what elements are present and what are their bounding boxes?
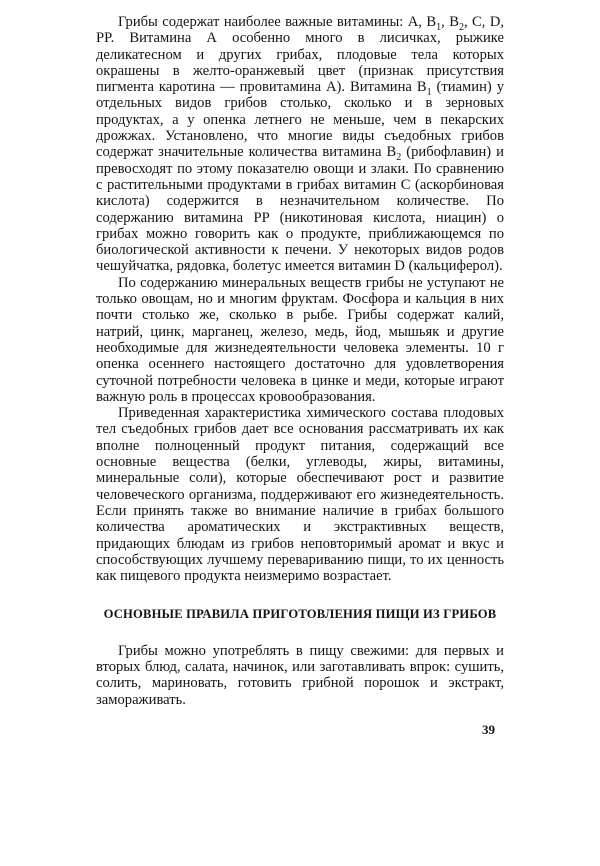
vitamin-subscript: 1 — [436, 21, 442, 33]
text-block — [96, 14, 504, 708]
page-number: 39 — [482, 722, 495, 737]
paragraph-vitamins — [96, 14, 504, 275]
section-heading: ОСНОВНЫЕ ПРАВИЛА ПРИГОТОВЛЕНИЯ ПИЩИ ИЗ ГРИБОВ — [103, 607, 497, 622]
text-run: , В — [441, 14, 459, 30]
vitamin-subscript: 1 — [426, 87, 432, 99]
text-run: По содержанию минеральных веществ грибы не уступают не только овощам, но и многим фруктам. Фосфора и кальция в них почти столько же, сколько в рыбе. Грибы содержат калий, натрий, цинк, марганец, железо, медь, йод, мышьяк и другие необходимые для жизнедеятельности человека элементы. 10 г опенка осеннего настоящего достаточно для удовлетворения суточной потребности человека в цинке и меди, которые играют важную роль в процессах кровообразования. — [96, 274, 504, 405]
text-run: (тиамин) у отдельных видов грибов столько, сколько и в зерновых продуктах, а у опенка летнего не меньше, чем в пекарских дрожжах. Установлено, что многие виды съедобных грибов содержат значительные количества витамина В — [96, 79, 504, 161]
paragraph-nutrition-summary — [96, 405, 504, 584]
text-run: Приведенная характеристика химического состава плодовых тел съедобных грибов дает все основания рассматривать их как вполне полноценный продукт питания, содержащий все основные вещества (белки, углеводы, жиры, витамины, минеральные соли), которые обеспечивают рост и развитие человеческого организма, поддерживают его жизнедеятельность. Если принять также во внимание наличие в грибах большого количества ароматических и экстрактивных веществ, придающих блюдам из грибов неповторимый аромат и вкус и способствующих лучшему перевариванию пищи, то их ценность как пищевого продукта неизмеримо возрастает. — [96, 405, 504, 585]
text-run: Грибы содержат наиболее важные витамины: А, В — [118, 14, 437, 30]
text-run: , С, D, PP. Витамина А особенно много в лисичках, рыжике деликатесном и других грибах, плодовые тела которых окрашены в желто-оранжевый цвет (признак присутствия пигмента каротина — провитамина А). Витамина В — [96, 14, 505, 96]
paragraph-minerals — [96, 275, 504, 405]
text-run: (рибофлавин) и превосходят по этому показателю овощи и злаки. По сравнению с растительными продуктами в грибах витамин С (аскорбиновая кислота) содержится в незначительном количестве. По содержанию витамина PP (никотиновая кислота, ниацин) о грибах можно говорить как о продукте, приближающемся по биологической активности к печени. У некоторых видов родов чешуйчатка, рядовка, болетус имеется витамин D (кальциферол). — [96, 144, 504, 275]
vitamin-subscript: 2 — [458, 21, 464, 33]
vitamin-subscript: 2 — [396, 152, 402, 164]
paragraph-cooking-intro: Грибы можно употреблять в пищу свежими: для первых и вторых блюд, салата, начинок, или заготавливать впрок: сушить, солить, мариновать, готовить грибной порошок и экстракт, замораживать. — [96, 642, 504, 708]
